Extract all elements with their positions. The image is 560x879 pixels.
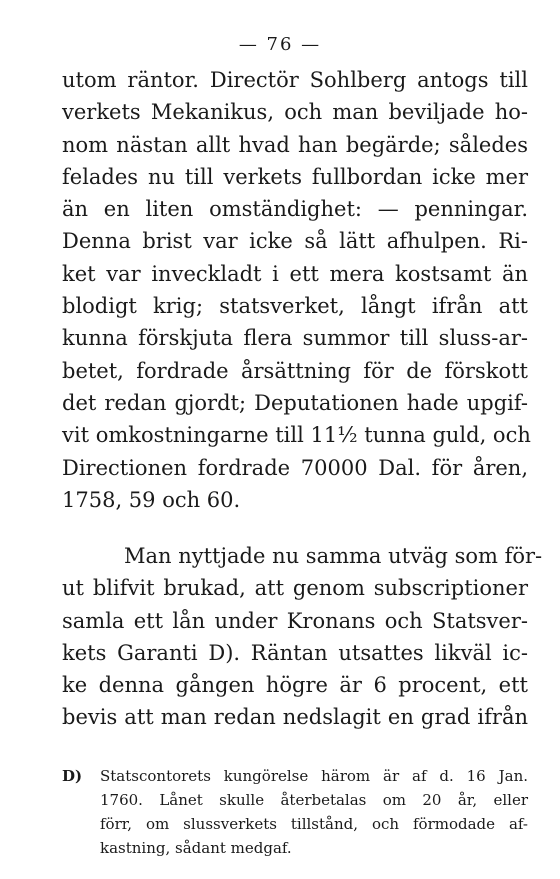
- text-line: verkets Mekanikus, och man beviljade ho-: [62, 100, 528, 125]
- text-line: förr, om slussverkets tillstånd, och förmodade af-: [100, 815, 528, 833]
- text-line: 1760. Lånet skulle återbetalas om 20 år, eller: [100, 791, 528, 809]
- text-line: det redan gjordt; Deputationen hade upgif-: [62, 390, 528, 415]
- text-line: kastning, sådant medgaf.: [100, 839, 292, 857]
- text-line: felades nu till verkets fullbordan icke mer: [62, 164, 528, 189]
- text-line: än en liten omständighet: — penningar.: [62, 197, 528, 222]
- text-line: bevis att man redan nedslagit en grad ifrån: [62, 705, 528, 730]
- footnote-first-line: [62, 764, 528, 788]
- text-line: ke denna gången högre är 6 procent, ett: [62, 673, 528, 698]
- text-line: Directionen fordrade 70000 Dal. för åren,: [62, 455, 528, 480]
- text-line: ut blifvit brukad, att genom subscriptioner: [62, 576, 528, 601]
- paragraph-2: [62, 540, 543, 734]
- page-number: — 76 —: [238, 34, 322, 55]
- text-line: Denna brist var icke så lätt afhulpen. Ri-: [62, 229, 528, 254]
- text-line: utom räntor. Directör Sohlberg antogs till: [62, 68, 528, 92]
- text-line: blodigt krig; statsverket, långt ifrån att: [62, 294, 528, 319]
- footnote-marker: D): [62, 767, 83, 785]
- text-line: samla ett lån under Kronans och Statsver-: [62, 608, 528, 633]
- text-line: betet, fordrade årsättning för de förskott: [62, 358, 528, 383]
- text-line: nom nästan allt hvad han begärde; således: [62, 132, 528, 157]
- text-line: Statscontorets kungörelse härom är af d. 16 Jan.: [100, 767, 528, 785]
- text-line: Man nyttjade nu samma utväg som för-: [124, 544, 543, 568]
- text-line: kunna förskjuta flera summor till sluss-ar-: [62, 326, 528, 351]
- footnote: [62, 764, 528, 860]
- text-line: kets Garanti D). Räntan utsattes likväl ic-: [62, 640, 528, 665]
- text-line: ket var inveckladt i ett mera kostsamt än: [62, 261, 528, 286]
- text-line: vit omkostningarne till 11½ tunna guld, och: [62, 423, 531, 448]
- paragraph-1: [62, 64, 531, 516]
- text-line: 1758, 59 och 60.: [62, 487, 241, 512]
